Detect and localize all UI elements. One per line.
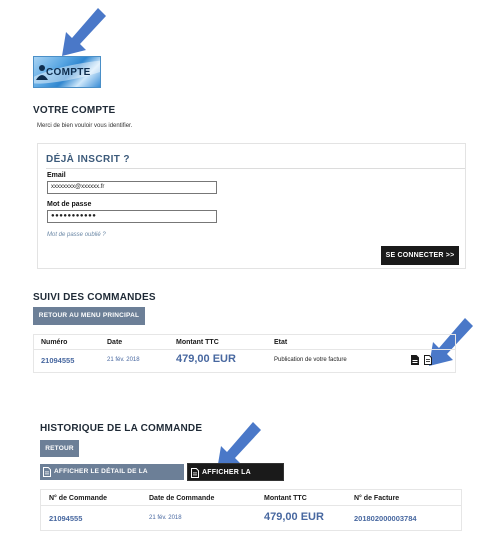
password-label: Mot de passe	[47, 201, 92, 208]
invoice-icon	[191, 468, 199, 478]
login-title: DÉJÀ INSCRIT ?	[46, 154, 130, 165]
login-panel	[37, 143, 466, 269]
orders-title: SUIVI DES COMMANDES	[33, 292, 156, 303]
document-icon	[43, 467, 51, 477]
orders-table	[33, 334, 456, 373]
back-button[interactable]: RETOUR	[40, 440, 79, 457]
order-status: Publication de votre facture	[274, 357, 347, 363]
history-table	[40, 489, 462, 531]
table-header-invoice-number: N° de Facture	[354, 495, 400, 502]
table-header-number: Numéro	[41, 339, 68, 346]
history-amount: 479,00 EUR	[264, 511, 324, 523]
table-header-order-date: Date de Commande	[149, 495, 215, 502]
order-detail-label: AFFICHER LE DÉTAIL DE LA COMMANDE	[54, 468, 148, 491]
table-header-order-number: N° de Commande	[49, 495, 108, 502]
forgot-password-link[interactable]: Mot de passe oublié ?	[47, 232, 106, 238]
history-invoice-number[interactable]: 201802000003784	[354, 514, 417, 523]
show-invoice-label: AFFICHER LA FACTURE	[202, 469, 251, 494]
account-title: VOTRE COMPTE	[33, 105, 116, 116]
divider	[34, 349, 455, 350]
table-header-status: Etat	[274, 339, 288, 346]
order-amount: 479,00 EUR	[176, 353, 236, 365]
order-number-link[interactable]: 21094555	[41, 356, 75, 365]
table-header-amount: Montant TTC	[176, 339, 219, 346]
logo-text: COMPTE	[46, 67, 91, 78]
divider	[41, 505, 461, 506]
arrow-annotation-icon	[58, 8, 106, 60]
table-header-amount: Montant TTC	[264, 495, 307, 502]
show-invoice-button[interactable]	[187, 463, 284, 494]
divider	[46, 168, 465, 169]
history-title: HISTORIQUE DE LA COMMANDE	[40, 423, 203, 434]
history-order-date: 21 fév. 2018	[149, 515, 182, 521]
pdf-download-icon[interactable]	[411, 355, 419, 365]
invoice-document-icon[interactable]	[424, 355, 432, 365]
order-date: 21 fév. 2018	[107, 357, 140, 363]
back-to-menu-button[interactable]: RETOUR AU MENU PRINCIPAL	[33, 307, 145, 325]
password-field[interactable]: ●●●●●●●●●●●	[47, 210, 217, 223]
account-logo[interactable]	[33, 56, 101, 88]
login-button[interactable]: SE CONNECTER >>	[381, 246, 459, 265]
order-detail-button[interactable]	[40, 464, 184, 491]
table-header-date: Date	[107, 339, 123, 346]
account-subtitle: Merci de bien vouloir vous identifier.	[37, 123, 133, 129]
email-field[interactable]: xxxxxxxx@xxxxxx.fr	[47, 181, 217, 194]
history-order-number[interactable]: 21094555	[49, 514, 83, 523]
email-label: Email	[47, 172, 66, 179]
